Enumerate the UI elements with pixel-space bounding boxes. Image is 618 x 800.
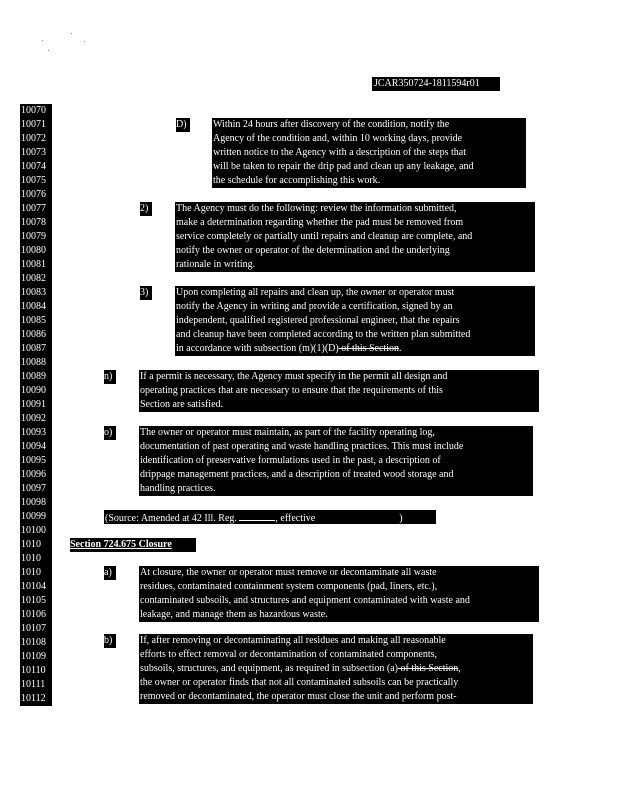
line-number: 10077 — [21, 203, 46, 214]
line-number: 10078 — [21, 217, 46, 228]
struck-text: of this Section — [338, 343, 399, 354]
line-number: 10107 — [21, 623, 46, 634]
text-segment: in accordance with subsection (m)(1)(D) — [176, 343, 339, 354]
line-number: 10098 — [21, 497, 46, 508]
text-line: removed or decontaminated, the operator must close the unit and perform post- — [140, 691, 457, 702]
line-number: 10093 — [21, 427, 46, 438]
text-line: identification of preservative formulations used in the past, a description of — [140, 455, 441, 466]
text-line: the schedule for accomplishing this work. — [213, 175, 381, 186]
document-id: JCAR350724-1811594r01 — [372, 77, 500, 91]
line-number: 10104 — [21, 581, 46, 592]
text-segment: subsoils, structures, and equipment, as required in subsection (a) — [140, 663, 398, 674]
text-line: Upon completing all repairs and clean up, the owner or operator must — [176, 287, 455, 298]
line-number: 1010 — [21, 553, 41, 564]
line-number: 10090 — [21, 385, 46, 396]
source-note — [104, 510, 436, 524]
line-number: 10084 — [21, 301, 46, 312]
text-line: documentation of past operating and waste handling practices. This must include — [140, 441, 464, 452]
struck-text: of this Section — [398, 663, 459, 674]
line-number: 10108 — [21, 637, 46, 648]
line-number: 10092 — [21, 413, 46, 424]
line-number: 10111 — [21, 679, 46, 690]
line-number: 10094 — [21, 441, 46, 452]
line-number-column — [20, 104, 52, 706]
line-number: 10106 — [21, 609, 46, 620]
line-number: 10096 — [21, 469, 46, 480]
text-line: notify the owner or operator of the determination and the underlying — [176, 245, 450, 256]
line-number: 10086 — [21, 329, 46, 340]
line-number: 10095 — [21, 455, 46, 466]
text-line: At closure, the owner or operator must remove or decontaminate all waste — [140, 567, 437, 578]
line-number: 10097 — [21, 483, 46, 494]
text-line: the owner or operator finds that not all contaminated subsoils can be practically — [140, 677, 459, 688]
line-number: 10081 — [21, 259, 46, 270]
text-line — [176, 342, 534, 356]
line-number: 10072 — [21, 133, 46, 144]
text-line: The owner or operator must maintain, as part of the facility operating log, — [140, 427, 435, 438]
line-number: 10109 — [21, 651, 46, 662]
text-line: Agency of the condition and, within 10 working days, provide — [213, 133, 463, 144]
scan-speck — [48, 50, 49, 51]
text-line: residues, contaminated containment system components (pad, liners, etc.), — [140, 581, 438, 592]
item-label-n: n) — [104, 370, 116, 384]
paragraph-a — [139, 566, 539, 622]
item-label-3: 3) — [140, 286, 152, 300]
paragraph-o — [139, 426, 533, 496]
line-number: 10105 — [21, 595, 46, 606]
text-line: drippage management practices, and a description of treated wood storage and — [140, 469, 454, 480]
line-number: 10079 — [21, 231, 46, 242]
text-line: rationale in writing. — [176, 259, 256, 270]
scan-speck — [71, 33, 72, 34]
text-line: Section are satisfied. — [140, 399, 224, 410]
line-number: 10071 — [21, 119, 46, 130]
line-number: 1010 — [21, 567, 41, 578]
line-number: 10076 — [21, 189, 46, 200]
text-line: make a determination regarding whether the pad must be removed from — [176, 217, 464, 228]
item-label-d: D) — [176, 118, 190, 132]
scan-speck — [42, 40, 43, 41]
text-line: service completely or partially until repairs and cleanup are complete, and — [176, 231, 473, 242]
line-number: 1010 — [21, 539, 41, 550]
text-segment: , — [458, 663, 461, 674]
line-number: 10110 — [21, 665, 46, 676]
text-line: operating practices that are necessary to ensure that the requirements of this — [140, 385, 443, 396]
text-line: will be taken to repair the drip pad and clean up any leakage, and — [213, 161, 474, 172]
line-number: 10089 — [21, 371, 46, 382]
text-line: written notice to the Agency with a description of the steps that — [213, 147, 466, 158]
text-line — [140, 662, 532, 676]
line-number: 10100 — [21, 525, 46, 536]
text-line: If, after removing or decontaminating all residues and making all reasonable — [140, 635, 446, 646]
line-number: 10085 — [21, 315, 46, 326]
paragraph-3 — [175, 286, 535, 356]
line-number: 10073 — [21, 147, 46, 158]
text-line: handling practices. — [140, 483, 216, 494]
text-line: The Agency must do the following: review the information submitted, — [176, 203, 457, 214]
source-middle: , effective — [275, 513, 316, 524]
line-number: 10099 — [21, 511, 46, 522]
line-number: 10075 — [21, 175, 46, 186]
scan-speck — [84, 41, 85, 42]
text-segment: . — [399, 343, 402, 354]
line-number: 10070 — [21, 105, 46, 116]
line-number: 10087 — [21, 343, 46, 354]
paragraph-n — [139, 370, 539, 412]
item-label-a: a) — [104, 566, 116, 580]
line-number: 10082 — [21, 273, 46, 284]
item-label-b: b) — [104, 634, 116, 648]
blank-field — [239, 510, 275, 521]
text-line: leakage, and manage them as hazardous waste. — [140, 609, 328, 620]
line-number: 10112 — [21, 693, 46, 704]
paragraph-d — [212, 118, 526, 188]
text-line: notify the Agency in writing and provide a certification, signed by an — [176, 301, 453, 312]
section-heading: Section 724.675 Closure — [70, 538, 196, 552]
line-number: 10088 — [21, 357, 46, 368]
text-line: efforts to effect removal or decontamination of contaminated components, — [140, 649, 438, 660]
item-label-2: 2) — [140, 202, 152, 216]
source-prefix: (Source: Amended at 42 Ill. Reg. — [105, 513, 240, 524]
line-number: 10074 — [21, 161, 46, 172]
text-line: and cleanup have been completed according to the written plan submitted — [176, 329, 471, 340]
paragraph-b — [139, 634, 533, 704]
line-number: 10091 — [21, 399, 46, 410]
line-number: 10080 — [21, 245, 46, 256]
text-line: If a permit is necessary, the Agency must specify in the permit all design and — [140, 371, 448, 382]
text-line: contaminated subsoils, and structures and equipment contaminated with waste and — [140, 595, 470, 606]
line-number: 10083 — [21, 287, 46, 298]
paragraph-2 — [175, 202, 535, 272]
text-line: Within 24 hours after discovery of the condition, notify the — [213, 119, 450, 130]
text-line: independent, qualified registered professional engineer, that the repairs — [176, 315, 460, 326]
item-label-o: o) — [104, 426, 116, 440]
source-suffix: ) — [399, 513, 403, 524]
